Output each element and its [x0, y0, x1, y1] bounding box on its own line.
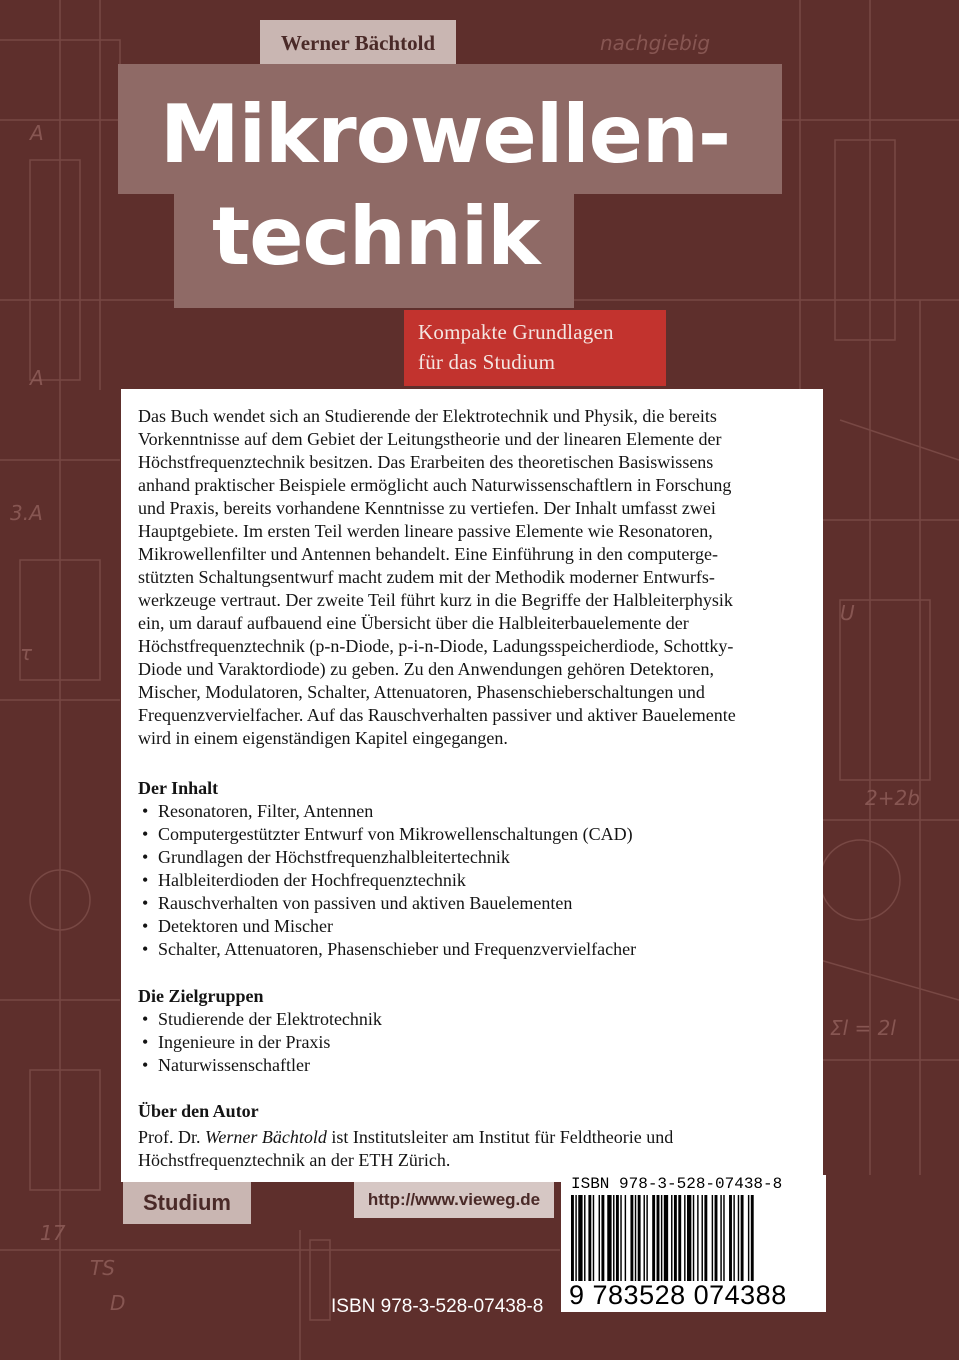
list-item: • Computergestützter Entwurf von Mikrowellenschaltungen (CAD) [142, 823, 636, 846]
barcode-bar [687, 1195, 691, 1281]
barcode-bar [712, 1195, 713, 1281]
list-item: • Studierende der Elektrotechnik [142, 1008, 382, 1031]
description-line: Das Buch wendet sich an Studierende der Elektrotechnik und Physik, die bereits [138, 406, 717, 426]
barcode-bars [569, 1195, 819, 1281]
contents-list [142, 800, 636, 961]
description-line: Höchstfrequenztechnik besitzen. Das Erarbeiten des theoretischen Basiswissens [138, 452, 714, 472]
barcode-bar [638, 1195, 641, 1281]
subtitle-box [404, 310, 666, 386]
svg-text:U: U [840, 601, 855, 625]
barcode-bar [733, 1195, 734, 1281]
list-item: • Halbleiterdioden der Hochfrequenztechnik [142, 869, 636, 892]
author-name: Werner Bächtold [260, 20, 456, 66]
about-author-heading: Über den Autor [138, 1101, 259, 1121]
contents-heading: Der Inhalt [138, 778, 219, 798]
subtitle-line-1: Kompakte Grundlagen [418, 320, 614, 344]
barcode-bar [664, 1195, 668, 1281]
list-item: • Detektoren und Mischer [142, 915, 636, 938]
about-author-name: Werner Bächtold [205, 1127, 327, 1147]
barcode-bar [646, 1195, 647, 1281]
list-item: • Naturwissenschaftler [142, 1054, 382, 1077]
svg-text:3.A: 3.A [10, 501, 43, 525]
description-line: ein, um darauf aufbauend eine Übersicht über die Halbleiterbauelemente der [138, 613, 689, 633]
list-item: • Grundlagen der Höchstfrequenzhalbleitertechnik [142, 846, 636, 869]
list-item: • Resonatoren, Filter, Antennen [142, 800, 636, 823]
barcode-bar [720, 1195, 721, 1281]
description-line: Höchstfrequenztechnik (p-n-Diode, p-i-n-Diode, Ladungsspeicherdiode, Schottky- [138, 636, 734, 656]
barcode-bar [693, 1195, 694, 1281]
book-description [138, 405, 824, 750]
svg-text:Σl = 2l: Σl = 2l [830, 1016, 896, 1040]
about-author-text [138, 1126, 673, 1172]
barcode-bar [620, 1195, 621, 1281]
barcode-bar [697, 1195, 698, 1281]
barcode-bar [671, 1195, 672, 1281]
list-item: • Rauschverhalten von passiven und aktiven Bauelementen [142, 892, 636, 915]
barcode-bar [613, 1195, 614, 1281]
list-item: • Schalter, Attenuatoren, Phasenschieber und Frequenzvervielfacher [142, 938, 636, 961]
svg-text:TS: TS [90, 1256, 115, 1280]
barcode-bar [702, 1195, 703, 1281]
about-line-2: Höchstfrequenztechnik an der ETH Zürich. [138, 1150, 451, 1170]
about-line-1: ist Institutsleiter am Institut für Feldtheorie und [326, 1127, 674, 1147]
barcode-bar [599, 1195, 600, 1281]
barcode-bar [723, 1195, 724, 1281]
barcode-bar [616, 1195, 619, 1281]
svg-text:17: 17 [40, 1221, 66, 1245]
barcode-bar [652, 1195, 655, 1281]
barcode-bar [607, 1195, 611, 1281]
svg-text:A: A [30, 121, 44, 145]
description-line: Diode und Varaktordiode) zu geben. Zu den Anwendungen gehören Detektoren, [138, 659, 714, 679]
svg-text:D: D [110, 1291, 126, 1315]
description-line: anhand praktischer Beispiele ermöglicht auch Naturwissenschaftlern in Forschung [138, 475, 732, 495]
description-line: Frequenzvervielfacher. Auf das Rauschverhalten passiver und aktiver Bauelemente [138, 705, 736, 725]
barcode-bar [741, 1195, 744, 1281]
book-title-line-1: Mikrowellen- [160, 88, 731, 181]
barcode-bar [684, 1195, 685, 1281]
barcode-bar [678, 1195, 681, 1281]
description-panel [121, 389, 823, 1182]
barcode-bar [748, 1195, 749, 1281]
barcode-box [561, 1175, 826, 1312]
barcode-bar [571, 1195, 574, 1281]
barcode-bar [575, 1195, 576, 1281]
isbn-text: ISBN 978-3-528-07438-8 [331, 1296, 544, 1317]
audience-list [142, 1008, 382, 1077]
barcode-isbn-label: ISBN 978-3-528-07438-8 [571, 1175, 783, 1193]
svg-text:nachgiebig: nachgiebig [600, 31, 711, 55]
book-title-line-2: technik [212, 190, 540, 283]
series-label: Studium [123, 1182, 251, 1224]
svg-text:2+2b: 2+2b [865, 786, 920, 810]
audience-heading: Die Zielgruppen [138, 986, 264, 1006]
barcode-bar [584, 1195, 585, 1281]
barcode-bar [593, 1195, 594, 1281]
barcode-bar [729, 1195, 732, 1281]
publisher-url[interactable]: http://www.vieweg.de [354, 1182, 554, 1218]
barcode-bar [588, 1195, 591, 1281]
description-line: Hauptgebiete. Im ersten Teil werden lineare passive Elemente wie Resonatoren, [138, 521, 713, 541]
barcode-bar [674, 1195, 677, 1281]
barcode-bar [601, 1195, 604, 1281]
barcode-bar [644, 1195, 645, 1281]
description-line: Mischer, Modulatoren, Schalter, Attenuatoren, Phasenschieberschaltungen und [138, 682, 705, 702]
barcode-bar [738, 1195, 739, 1281]
svg-text:A: A [30, 366, 44, 390]
description-line: Vorkenntnisse auf dem Gebiet der Leitungstheorie und der linearen Elemente der [138, 429, 722, 449]
barcode-bar [630, 1195, 633, 1281]
barcode-bar [578, 1195, 582, 1281]
list-item: • Ingenieure in der Praxis [142, 1031, 382, 1054]
barcode-bar [635, 1195, 636, 1281]
barcode-bar [657, 1195, 660, 1281]
barcode-bar [704, 1195, 707, 1281]
subtitle-line-2: für das Studium [418, 350, 556, 374]
svg-text:τ: τ [20, 641, 33, 665]
description-line: Mikrowellenfilter und Antennen behandelt. Eine Einführung in den computerge- [138, 544, 719, 564]
barcode-bar [625, 1195, 626, 1281]
description-line: werkzeuge vertraut. Der zweite Teil führt kurz in die Begriffe der Halbleiterphysik [138, 590, 733, 610]
description-line: stützten Schaltungsentwurf macht zudem mit der Methodik moderner Entwurfs- [138, 567, 715, 587]
barcode-bar [715, 1195, 718, 1281]
barcode-bar [661, 1195, 662, 1281]
barcode-bar [751, 1195, 754, 1281]
barcode-digits: 9 783528 074388 [569, 1280, 787, 1310]
about-prefix: Prof. Dr. [138, 1127, 205, 1147]
description-line: wird in einem eigenständigen Kapitel eingegangen. [138, 728, 508, 748]
description-line: und Praxis, bereits vorhandene Kenntnisse zu vertiefen. Der Inhalt umfasst zwei [138, 498, 716, 518]
